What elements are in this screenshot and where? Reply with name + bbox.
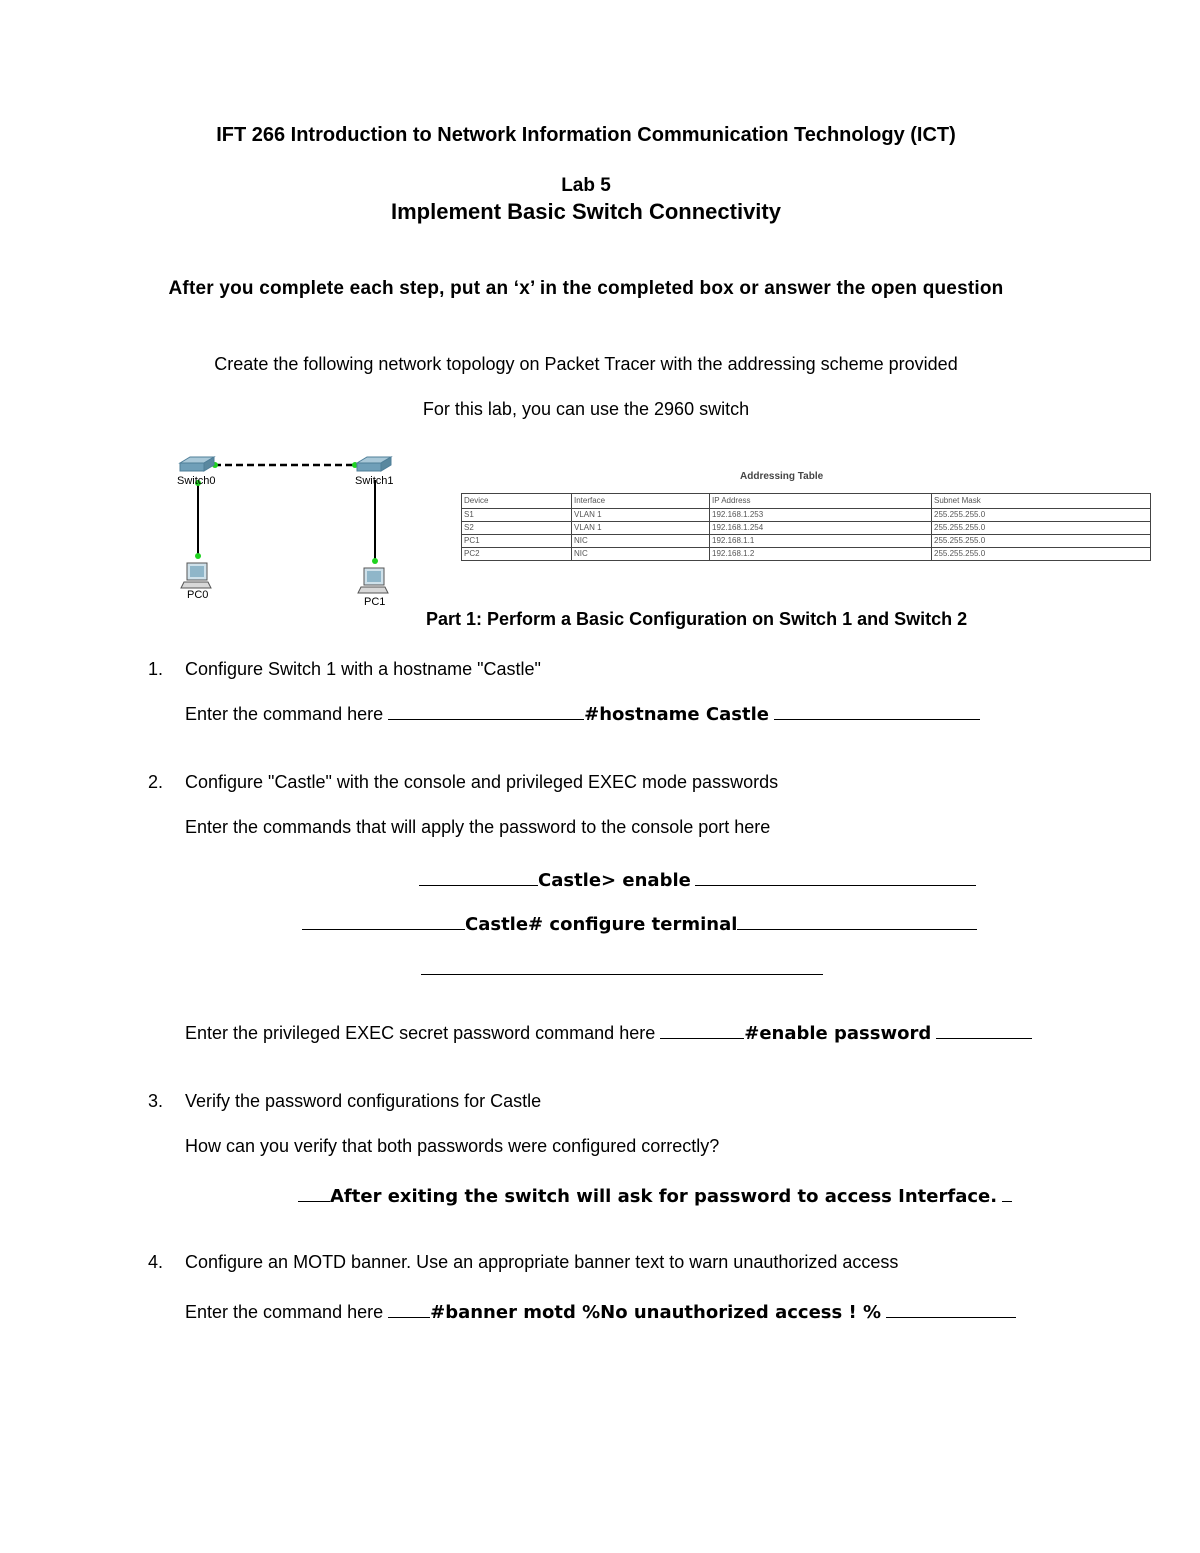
- question-1-number: 1.: [148, 659, 164, 679]
- lab-number: Lab 5: [561, 175, 611, 196]
- question-3-prompt: How can you verify that both passwords were configured correctly?: [185, 1136, 720, 1156]
- question-4-number: 4.: [148, 1252, 164, 1272]
- answer-blank[interactable]: [298, 1183, 330, 1202]
- question-3-number: 3.: [148, 1091, 164, 1111]
- table-header-row: [462, 494, 1151, 509]
- answer-blank[interactable]: [388, 701, 584, 720]
- answer-blank[interactable]: [388, 1299, 430, 1318]
- instructions: After you complete each step, put an ‘x’ in the completed box or answer the open question: [168, 278, 1004, 299]
- answer-blank[interactable]: [936, 1020, 1032, 1039]
- answer-blank[interactable]: [774, 701, 980, 720]
- question-3-answer-line: [298, 1183, 1012, 1207]
- question-1-text: Configure Switch 1 with a hostname "Castle": [185, 659, 541, 679]
- question-2-secret-line: [185, 1020, 1032, 1044]
- question-4-text: Configure an MOTD banner. Use an appropriate banner text to warn unauthorized access: [185, 1252, 899, 1272]
- table-cell: 192.168.1.253: [710, 509, 932, 522]
- table-header-cell: Device: [462, 494, 572, 509]
- switch-icon: [180, 457, 214, 471]
- question-2-prompt: Enter the commands that will apply the password to the console port here: [185, 817, 771, 837]
- question-1-answer-line: [185, 701, 980, 725]
- table-cell: 192.168.1.1: [710, 535, 932, 548]
- link-light: [372, 558, 378, 564]
- switch1-label: Switch1: [355, 475, 394, 487]
- link-light: [195, 553, 201, 559]
- pc0-label: PC0: [187, 589, 209, 601]
- table-cell: PC1: [462, 535, 572, 548]
- computer-icon: [358, 568, 388, 593]
- question-2-answer-1[interactable]: Castle> enable: [538, 870, 691, 891]
- table-cell: 255.255.255.0: [932, 522, 1151, 535]
- table-cell: 255.255.255.0: [932, 509, 1151, 522]
- table-row: [462, 522, 1151, 535]
- answer-blank[interactable]: [660, 1020, 744, 1039]
- question-4-answer-line: [185, 1299, 1016, 1323]
- question-2-number: 2.: [148, 772, 164, 792]
- switch0-label: Switch0: [177, 475, 216, 487]
- answer-blank[interactable]: [421, 956, 823, 975]
- answer-blank[interactable]: [737, 911, 977, 930]
- switch-icon: [357, 457, 391, 471]
- question-1-answer[interactable]: #hostname Castle: [584, 704, 769, 725]
- lab-title: Implement Basic Switch Connectivity: [391, 199, 781, 224]
- table-row: [462, 548, 1151, 561]
- table-header-cell: IP Address: [710, 494, 932, 509]
- table-cell: PC2: [462, 548, 572, 561]
- table-cell: VLAN 1: [572, 522, 710, 535]
- table-cell: S1: [462, 509, 572, 522]
- answer-blank[interactable]: [886, 1299, 1016, 1318]
- table-row: [462, 535, 1151, 548]
- question-2-answer-line-1: [419, 867, 976, 891]
- intro-line-2: For this lab, you can use the 2960 switch: [422, 399, 750, 419]
- table-row: [462, 509, 1151, 522]
- table-cell: 255.255.255.0: [932, 535, 1151, 548]
- question-4-answer[interactable]: #banner motd %No unauthorized access ! %: [430, 1302, 881, 1323]
- intro-line-1: Create the following network topology on Packet Tracer with the addressing scheme provided: [214, 354, 958, 374]
- table-cell: NIC: [572, 535, 710, 548]
- answer-blank[interactable]: [695, 867, 976, 886]
- table-cell: VLAN 1: [572, 509, 710, 522]
- question-2-answer-line-2: [302, 911, 977, 935]
- addressing-table-title: Addressing Table: [740, 471, 824, 482]
- question-2-text: Configure "Castle" with the console and privileged EXEC mode passwords: [185, 772, 779, 792]
- table-header-cell: Subnet Mask: [932, 494, 1151, 509]
- computer-icon: [181, 563, 211, 588]
- part1-heading: Part 1: Perform a Basic Configuration on Switch 1 and Switch 2: [426, 609, 968, 629]
- answer-blank[interactable]: [419, 867, 538, 886]
- table-header-cell: Interface: [572, 494, 710, 509]
- question-2-answer-line-3: [421, 956, 823, 980]
- answer-blank[interactable]: [302, 911, 465, 930]
- answer-blank[interactable]: [1002, 1183, 1012, 1202]
- question-2-secret-prompt: Enter the privileged EXEC secret password command here: [185, 1023, 656, 1043]
- course-title: IFT 266 Introduction to Network Information Communication Technology (ICT): [216, 124, 956, 146]
- table-cell: 192.168.1.2: [710, 548, 932, 561]
- question-4-prompt: Enter the command here: [185, 1302, 384, 1322]
- question-3-answer[interactable]: After exiting the switch will ask for password to access Interface.: [330, 1186, 998, 1207]
- table-cell: NIC: [572, 548, 710, 561]
- question-1-prompt: Enter the command here: [185, 704, 384, 724]
- table-cell: 255.255.255.0: [932, 548, 1151, 561]
- question-2-secret-answer[interactable]: #enable password: [744, 1023, 932, 1044]
- question-3-text: Verify the password configurations for Castle: [185, 1091, 542, 1111]
- pc1-label: PC1: [364, 596, 386, 608]
- table-cell: 192.168.1.254: [710, 522, 932, 535]
- question-2-answer-2[interactable]: Castle# configure terminal: [465, 914, 738, 935]
- network-topology-diagram: [170, 450, 410, 615]
- addressing-table: [461, 493, 1151, 561]
- table-cell: S2: [462, 522, 572, 535]
